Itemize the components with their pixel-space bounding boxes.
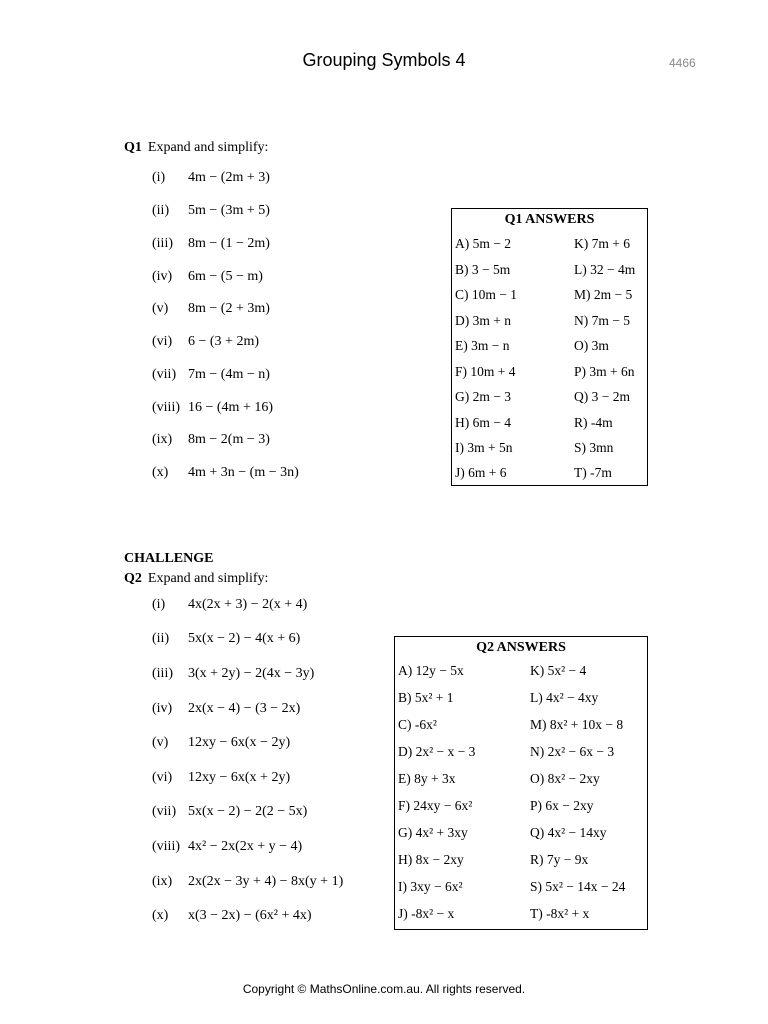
item-number: (iii): [152, 236, 173, 251]
answer-option: M) 2m − 5: [574, 287, 633, 302]
answer-option: O) 8x² − 2xy: [530, 771, 600, 786]
answer-option: C) -6x²: [398, 717, 437, 732]
answer-option: J) 6m + 6: [455, 465, 507, 480]
item-number: (iii): [152, 666, 173, 681]
answer-option: J) -8x² − x: [398, 906, 455, 921]
answer-option: R) -4m: [574, 415, 613, 430]
item-number: (vi): [152, 334, 173, 349]
item-number: (ii): [152, 203, 170, 218]
item-expression: 6m − (5 − m): [188, 269, 263, 284]
answer-option: Q) 3 − 2m: [574, 389, 630, 404]
copyright-footer: Copyright © MathsOnline.com.au. All rights reserved.: [242, 982, 526, 996]
item-number: (vii): [152, 367, 177, 382]
answer-option: F) 24xy − 6x²: [398, 798, 473, 813]
item-number: (v): [152, 301, 169, 316]
q1-label: Q1: [124, 140, 142, 155]
answer-option: T) -8x² + x: [530, 906, 590, 921]
q2-item: [152, 839, 302, 855]
item-number: (ii): [152, 631, 170, 646]
item-number: (vi): [152, 770, 173, 785]
item-number: (iv): [152, 701, 173, 716]
worksheet-code: 4466: [669, 56, 696, 70]
answer-option: K) 7m + 6: [574, 236, 630, 251]
q1-item: [152, 236, 270, 252]
q2-item: [152, 874, 343, 890]
answer-option: Q) 4x² − 14xy: [530, 825, 607, 840]
answer-option: G) 4x² + 3xy: [398, 825, 468, 840]
item-expression: 5x(x − 2) − 4(x + 6): [188, 631, 301, 646]
q2-instruction: Expand and simplify:: [147, 571, 269, 586]
answer-option: G) 2m − 3: [455, 389, 511, 404]
item-expression: 4m − (2m + 3): [188, 170, 270, 185]
item-number: (i): [152, 597, 166, 612]
item-number: (viii): [152, 400, 180, 415]
q2-label: Q2: [124, 571, 142, 586]
q1-instruction: Expand and simplify:: [147, 140, 269, 155]
answer-option: F) 10m + 4: [455, 364, 516, 379]
answer-option: I) 3xy − 6x²: [398, 879, 463, 894]
item-expression: 4x² − 2x(2x + y − 4): [188, 839, 303, 854]
item-expression: 8m − (1 − 2m): [188, 236, 270, 251]
answer-option: H) 8x − 2xy: [398, 852, 464, 867]
q1-item: [152, 367, 270, 383]
answer-option: L) 4x² − 4xy: [530, 690, 599, 705]
answer-option: S) 5x² − 14x − 24: [530, 879, 626, 894]
answer-option: N) 7m − 5: [574, 313, 630, 328]
answer-option: P) 3m + 6n: [574, 364, 635, 379]
q2-item: [152, 631, 300, 647]
answer-option: B) 5x² + 1: [398, 690, 454, 705]
q1-item: [152, 170, 270, 186]
q1-item: [152, 400, 273, 416]
answer-option: A) 5m − 2: [455, 236, 511, 251]
q2-heading: [124, 571, 268, 587]
answer-option: A) 12y − 5x: [398, 663, 464, 678]
answer-option: S) 3mn: [574, 440, 614, 455]
q2-item: [152, 804, 307, 820]
answer-option: K) 5x² − 4: [530, 663, 587, 678]
answer-option: M) 8x² + 10x − 8: [530, 717, 624, 732]
answer-option: D) 3m + n: [455, 313, 511, 328]
q1-heading: [124, 140, 268, 156]
item-expression: 2x(x − 4) − (3 − 2x): [188, 701, 301, 716]
q1-item: [152, 301, 270, 317]
answer-option: L) 32 − 4m: [574, 262, 636, 277]
item-expression: 12xy − 6x(x − 2y): [188, 735, 291, 750]
item-expression: 12xy − 6x(x + 2y): [188, 770, 291, 785]
item-number: (x): [152, 465, 169, 480]
item-expression: 4x(2x + 3) − 2(x + 4): [188, 597, 308, 612]
item-number: (v): [152, 735, 169, 750]
answer-option: D) 2x² − x − 3: [398, 744, 476, 759]
q1-answers-box: [451, 208, 648, 486]
q1-item: [152, 269, 263, 285]
answer-option: E) 3m − n: [455, 338, 510, 353]
item-number: (ix): [152, 874, 173, 889]
item-expression: 8m − 2(m − 3): [188, 432, 270, 447]
item-number: (x): [152, 908, 169, 923]
item-expression: 16 − (4m + 16): [188, 400, 274, 415]
q2-item: [152, 735, 290, 751]
q2-item: [152, 770, 290, 786]
answer-option: O) 3m: [574, 338, 609, 353]
q2-item: [152, 666, 314, 682]
q2-answers-heading: Q2 ANSWERS: [476, 640, 566, 655]
item-expression: 5x(x − 2) − 2(2 − 5x): [188, 804, 308, 819]
answer-option: H) 6m − 4: [455, 415, 511, 430]
q2-item: [152, 597, 307, 613]
item-number: (iv): [152, 269, 173, 284]
answer-option: I) 3m + 5n: [455, 440, 513, 455]
item-expression: 5m − (3m + 5): [188, 203, 270, 218]
q2-answers-box: [394, 636, 648, 930]
q1-item: [152, 465, 299, 481]
page-title: Grouping Symbols 4: [302, 50, 466, 70]
item-expression: 2x(2x − 3y + 4) − 8x(y + 1): [188, 874, 344, 889]
item-expression: 6 − (3 + 2m): [188, 334, 260, 349]
answer-option: C) 10m − 1: [455, 287, 517, 302]
item-number: (vii): [152, 804, 177, 819]
answer-option: N) 2x² − 6x − 3: [530, 744, 615, 759]
q1-answers-heading: Q1 ANSWERS: [504, 212, 595, 227]
challenge-heading: CHALLENGE: [124, 551, 214, 566]
q1-item: [152, 334, 259, 350]
item-expression: x(3 − 2x) − (6x² + 4x): [188, 908, 312, 923]
q2-item: [152, 908, 312, 924]
answer-option: T) -7m: [574, 465, 612, 480]
answer-option: P) 6x − 2xy: [530, 798, 594, 813]
q1-item: [152, 432, 270, 448]
item-expression: 4m + 3n − (m − 3n): [188, 465, 299, 480]
answer-option: R) 7y − 9x: [530, 852, 589, 867]
item-expression: 7m − (4m − n): [188, 367, 270, 382]
item-expression: 3(x + 2y) − 2(4x − 3y): [188, 666, 315, 681]
answer-option: B) 3 − 5m: [455, 262, 511, 277]
answer-option: E) 8y + 3x: [398, 771, 456, 786]
q2-item: [152, 701, 300, 717]
item-number: (viii): [152, 839, 180, 854]
item-number: (ix): [152, 432, 173, 447]
item-number: (i): [152, 170, 166, 185]
item-expression: 8m − (2 + 3m): [188, 301, 270, 316]
q1-item: [152, 203, 270, 219]
